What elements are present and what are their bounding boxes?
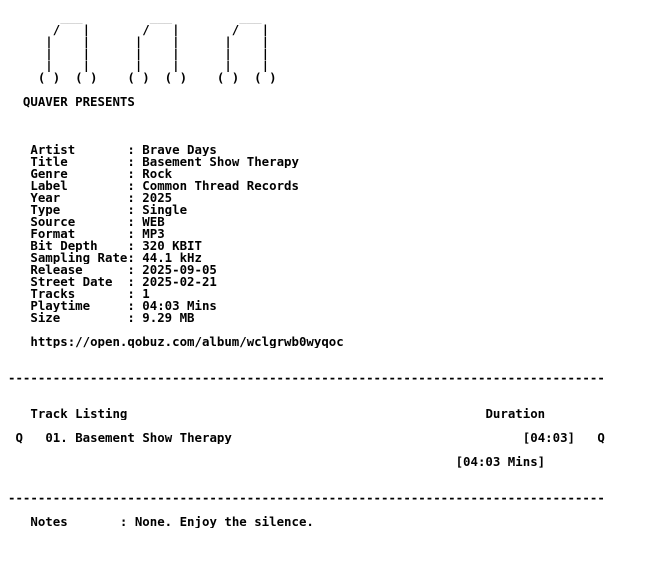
info-value: WEB bbox=[142, 216, 165, 228]
track-title: Basement Show Therapy bbox=[75, 432, 232, 444]
logo-art-line: | | | | | | bbox=[8, 36, 270, 48]
info-value: 2025-09-05 bbox=[142, 264, 217, 276]
blank-line bbox=[8, 120, 15, 132]
blank-line bbox=[8, 132, 648, 144]
album-link[interactable]: https://open.qobuz.com/album/wclgrwb0wyqoc bbox=[30, 336, 344, 348]
info-label: Label bbox=[30, 180, 128, 192]
track-listing-header bbox=[8, 408, 648, 420]
blank-line bbox=[8, 324, 648, 336]
track-marker-right: Q bbox=[597, 432, 605, 444]
info-row: Street Date : 2025-02-21 bbox=[30, 276, 217, 288]
info-label: Release bbox=[30, 264, 128, 276]
logo-art bbox=[8, 24, 648, 36]
info-label: Type bbox=[30, 204, 128, 216]
blank-line bbox=[8, 444, 648, 456]
blank-line bbox=[8, 84, 15, 96]
info-value: Basement Show Therapy bbox=[142, 156, 299, 168]
info-row: Type : Single bbox=[30, 204, 188, 216]
blank-line bbox=[8, 324, 15, 336]
info-value: 2025 bbox=[142, 192, 173, 204]
info-label: Format bbox=[30, 228, 128, 240]
logo-art bbox=[8, 36, 648, 48]
info-value: Rock bbox=[142, 168, 173, 180]
logo-art-line: | | | | | | bbox=[8, 48, 270, 60]
info-value: 44.1 kHz bbox=[142, 252, 202, 264]
blank-line bbox=[8, 348, 648, 360]
logo-art bbox=[8, 12, 648, 24]
blank-line bbox=[8, 132, 15, 144]
presenter-title: QUAVER PRESENTS bbox=[22, 96, 135, 108]
blank-line bbox=[8, 420, 648, 432]
blank-line bbox=[8, 480, 648, 492]
blank-line bbox=[8, 468, 648, 480]
logo-art bbox=[8, 72, 648, 84]
track-row bbox=[8, 432, 648, 444]
blank-line bbox=[8, 360, 648, 372]
info-value: Brave Days bbox=[142, 144, 217, 156]
info-value: Single bbox=[142, 204, 188, 216]
info-value: 04:03 Mins bbox=[142, 300, 217, 312]
blank-line bbox=[8, 120, 648, 132]
separator-line: -------------------------------------------------------------------------------- bbox=[8, 492, 605, 504]
logo-art-line: | | | | | | bbox=[8, 60, 270, 72]
blank-line bbox=[8, 108, 648, 120]
info-row: Sampling Rate: 44.1 kHz bbox=[30, 252, 202, 264]
separator bbox=[8, 492, 648, 504]
info-value: 1 bbox=[142, 288, 150, 300]
blank-line bbox=[8, 84, 648, 96]
info-label: Genre bbox=[30, 168, 128, 180]
total-playtime: [04:03 Mins] bbox=[455, 456, 546, 468]
notes-text: None. Enjoy the silence. bbox=[134, 516, 314, 528]
info-label: Tracks bbox=[30, 288, 128, 300]
info-row: Year : 2025 bbox=[30, 192, 173, 204]
info-value: 9.29 MB bbox=[142, 312, 195, 324]
track-duration: [04:03] bbox=[522, 432, 575, 444]
notes-label: Notes bbox=[30, 516, 120, 528]
info-label: Artist bbox=[30, 144, 128, 156]
logo-art-line: ___ ___ ___ bbox=[8, 12, 262, 24]
blank-line bbox=[8, 348, 15, 360]
info-value: Common Thread Records bbox=[142, 180, 299, 192]
notes-line: Notes : None. Enjoy the silence. bbox=[30, 516, 314, 528]
blank-line bbox=[8, 396, 648, 408]
blank-line bbox=[8, 384, 15, 396]
blank-line bbox=[8, 504, 15, 516]
info-value: 320 KBIT bbox=[142, 240, 202, 252]
separator bbox=[8, 372, 648, 384]
info-row: Label : Common Thread Records bbox=[30, 180, 299, 192]
info-row: Playtime : 04:03 Mins bbox=[30, 300, 217, 312]
info-row: Bit Depth : 320 KBIT bbox=[30, 240, 202, 252]
duration-heading: Duration bbox=[485, 408, 546, 420]
track-marker-left: Q bbox=[15, 432, 23, 444]
info-row: Title : Basement Show Therapy bbox=[30, 156, 299, 168]
info-label: Street Date bbox=[30, 276, 128, 288]
blank-line bbox=[8, 480, 15, 492]
logo-art bbox=[8, 60, 648, 72]
info-row: Release : 2025-09-05 bbox=[30, 264, 217, 276]
info-label: Size bbox=[30, 312, 128, 324]
info-row: Source : WEB bbox=[30, 216, 165, 228]
info-row: Genre : Rock bbox=[30, 168, 173, 180]
info-row: Tracks : 1 bbox=[30, 288, 150, 300]
url-line bbox=[8, 336, 648, 348]
total-line bbox=[8, 456, 648, 468]
info-row: Size : 9.29 MB bbox=[30, 312, 195, 324]
info-label: Year bbox=[30, 192, 128, 204]
blank-line bbox=[8, 444, 15, 456]
logo-art bbox=[8, 48, 648, 60]
info-label: Source bbox=[30, 216, 128, 228]
info-row: Artist : Brave Days bbox=[30, 144, 217, 156]
info-value: MP3 bbox=[142, 228, 165, 240]
blank-line bbox=[8, 360, 15, 372]
blank-line bbox=[8, 420, 15, 432]
blank-line bbox=[8, 384, 648, 396]
logo-art-line: / | / | / | bbox=[8, 24, 270, 36]
blank-line bbox=[8, 396, 15, 408]
track-listing-heading: Track Listing bbox=[30, 408, 128, 420]
presenter-line bbox=[8, 96, 648, 108]
info-label: Playtime bbox=[30, 300, 128, 312]
info-label: Bit Depth bbox=[30, 240, 128, 252]
track-number: 01. bbox=[45, 432, 68, 444]
nfo-document bbox=[8, 12, 648, 528]
logo-art-line: ( ) ( ) ( ) ( ) ( ) ( ) bbox=[8, 72, 277, 84]
info-row: Format : MP3 bbox=[30, 228, 165, 240]
info-value: 2025-02-21 bbox=[142, 276, 217, 288]
blank-line bbox=[8, 468, 15, 480]
blank-line bbox=[8, 108, 15, 120]
blank-line bbox=[8, 504, 648, 516]
info-label: Sampling Rate bbox=[30, 252, 128, 264]
info-label: Title bbox=[30, 156, 128, 168]
separator-line: -------------------------------------------------------------------------------- bbox=[8, 372, 605, 384]
